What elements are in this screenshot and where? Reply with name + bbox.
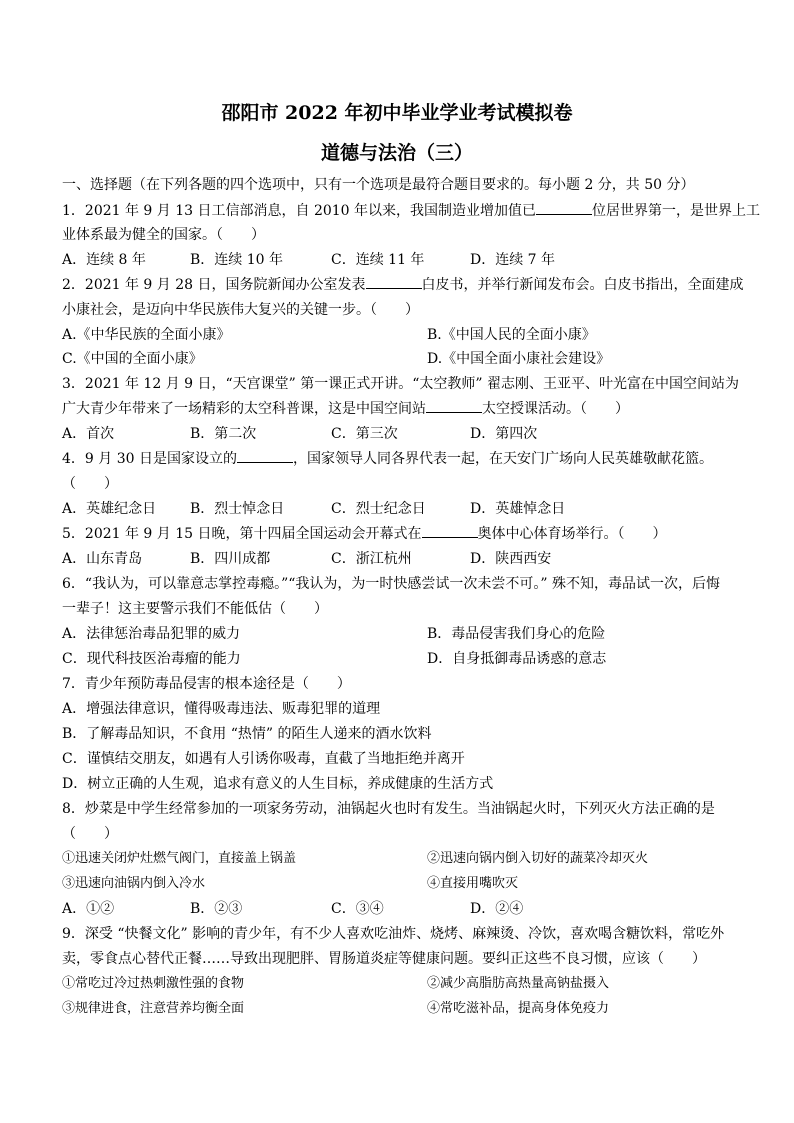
question-2-option-a: A.《中华民族的全面小康》 bbox=[62, 327, 231, 343]
question-2-option-b: B.《中国人民的全面小康》 bbox=[427, 327, 596, 343]
question-1-option-b: B．连续 10 年 bbox=[190, 252, 284, 268]
answer-blank bbox=[536, 202, 592, 215]
exam-title: 邵阳市 2022 年初中毕业学业考试模拟卷 bbox=[221, 102, 573, 124]
answer-blank bbox=[422, 525, 478, 538]
section-heading: 一、选择题（在下列各题的四个选项中，只有一个选项是最符合题目要求的。每小题 2 分，共 50 分） bbox=[62, 177, 695, 193]
question-9-item-3: ③规律进食，注意营养均衡全面 bbox=[62, 1001, 245, 1016]
question-5-option-a: A．山东青岛 bbox=[62, 551, 143, 567]
answer-blank bbox=[426, 400, 482, 413]
question-1-option-a: A．连续 8 年 bbox=[62, 252, 146, 268]
question-9-item-1: ①常吃过冷过热刺激性强的食物 bbox=[62, 976, 245, 991]
question-7-option-a: A．增强法律意识，懂得吸毒违法、贩毒犯罪的道理 bbox=[62, 701, 381, 717]
question-1-option-d: D．连续 7 年 bbox=[470, 252, 556, 268]
question-1-option-c: C．连续 11 年 bbox=[331, 252, 425, 268]
question-3-option-a: A．首次 bbox=[62, 426, 115, 442]
question-6-option-d: D．自身抵御毒品诱惑的意志 bbox=[427, 651, 607, 667]
question-6-option-c: C．现代科技医治毒瘤的能力 bbox=[62, 651, 241, 667]
question-3-stem: 3．2021 年 12 月 9 日，“天宫课堂” 第一课正式开讲。“太空教师” 翟志刚、王亚平、叶光富在中国空间站为 bbox=[62, 376, 740, 392]
question-4-stem: 4．9 月 30 日是国家设立的 ，国家领导人同各界代表一起，在天安门广场向人民英雄敬献花篮。 bbox=[62, 451, 713, 467]
question-2-stem-cont: 小康社会，是迈向中华民族伟大复兴的关键一步。（ ） bbox=[62, 302, 419, 318]
question-9-stem-cont: 卖，零食点心替代正餐……导致出现肥胖、胃肠道炎症等健康问题。要纠正这些不良习惯，应该（ ） bbox=[62, 951, 706, 967]
answer-blank bbox=[237, 450, 293, 463]
question-9-item-4: ④常吃滋补品，提高身体免疫力 bbox=[427, 1001, 610, 1016]
question-4-option-c: C．烈士纪念日 bbox=[331, 501, 426, 517]
question-5-option-c: C．浙江杭州 bbox=[331, 551, 412, 567]
question-4-option-a: A．英雄纪念日 bbox=[62, 501, 157, 517]
question-5-option-b: B．四川成都 bbox=[190, 551, 271, 567]
question-6-option-b: B．毒品侵害我们身心的危险 bbox=[427, 626, 606, 642]
question-8-option-a: A．①② bbox=[62, 901, 115, 917]
question-9-item-2: ②减少高脂肪高热量高钠盐摄入 bbox=[427, 976, 610, 991]
question-8-option-b: B．②③ bbox=[190, 901, 243, 917]
question-6-stem-cont: 一辈子！这主要警示我们不能低估（ ） bbox=[62, 601, 328, 617]
question-7-stem: 7．青少年预防毒品侵害的根本途径是（ ） bbox=[62, 676, 351, 692]
question-4-stem-cont: （ ） bbox=[62, 476, 118, 492]
exam-subtitle: 道德与法治（三） bbox=[320, 142, 473, 164]
question-8-option-d: D．②④ bbox=[470, 901, 524, 917]
question-8-option-c: C．③④ bbox=[331, 901, 384, 917]
question-7-option-b: B．了解毒品知识，不食用 “热情” 的陌生人递来的酒水饮料 bbox=[62, 726, 432, 742]
question-1-stem: 1．2021 年 9 月 13 日工信部消息，自 2010 年以来，我国制造业增加值已 位居世界第一，是世界上工 bbox=[62, 203, 761, 219]
question-3-option-b: B．第二次 bbox=[190, 426, 257, 442]
question-3-option-d: D．第四次 bbox=[470, 426, 538, 442]
question-1-stem-cont: 业体系最为健全的国家。（ ） bbox=[62, 227, 265, 243]
answer-blank bbox=[366, 276, 422, 289]
question-3-stem-cont: 广大青少年带来了一场精彩的太空科普课，这是中国空间站 太空授课活动。（ ） bbox=[62, 401, 629, 417]
question-2-option-c: C.《中国的全面小康》 bbox=[62, 351, 203, 367]
question-8-item-2: ②迅速向锅内倒入切好的蔬菜冷却灭火 bbox=[427, 851, 649, 866]
question-8-item-1: ①迅速关闭炉灶燃气阀门，直接盖上锅盖 bbox=[62, 851, 297, 866]
question-4-option-b: B．烈士悼念日 bbox=[190, 501, 285, 517]
question-2-stem: 2．2021 年 9 月 28 日，国务院新闻办公室发表 白皮书，并举行新闻发布会。白皮书指出，全面建成 bbox=[62, 277, 744, 293]
question-4-option-d: D．英雄悼念日 bbox=[470, 501, 566, 517]
question-5-stem: 5．2021 年 9 月 15 日晚，第十四届全国运动会开幕式在 奥体中心体育场举行。（ ） bbox=[62, 526, 667, 542]
question-8-item-3: ③迅速向油锅内倒入冷水 bbox=[62, 876, 206, 891]
question-8-stem: 8．炒菜是中学生经常参加的一项家务劳动，油锅起火也时有发生。当油锅起火时，下列灭火方法正确的是 bbox=[62, 801, 715, 817]
question-5-option-d: D．陕西西安 bbox=[470, 551, 552, 567]
question-3-option-c: C．第三次 bbox=[331, 426, 398, 442]
question-7-option-d: D．树立正确的人生观，追求有意义的人生目标，养成健康的生活方式 bbox=[62, 776, 494, 792]
question-6-option-a: A．法律惩治毒品犯罪的威力 bbox=[62, 626, 241, 642]
question-8-item-4: ④直接用嘴吹灭 bbox=[427, 876, 519, 891]
question-6-stem: 6．“我认为，可以靠意志掌控毒瘾。”“我认为，为一时快感尝试一次未尝不可。” 殊不知，毒品试一次，后悔 bbox=[62, 576, 720, 592]
question-8-stem-cont: （ ） bbox=[62, 826, 118, 842]
question-2-option-d: D.《中国全面小康社会建设》 bbox=[427, 351, 611, 367]
question-7-option-c: C．谨慎结交朋友，如遇有人引诱你吸毒，直截了当地拒绝并离开 bbox=[62, 751, 465, 767]
question-9-stem: 9．深受 “快餐文化” 影响的青少年，有不少人喜欢吃油炸、烧烤、麻辣烫、冷饮，喜欢喝含糖饮料，常吃外 bbox=[62, 926, 725, 942]
